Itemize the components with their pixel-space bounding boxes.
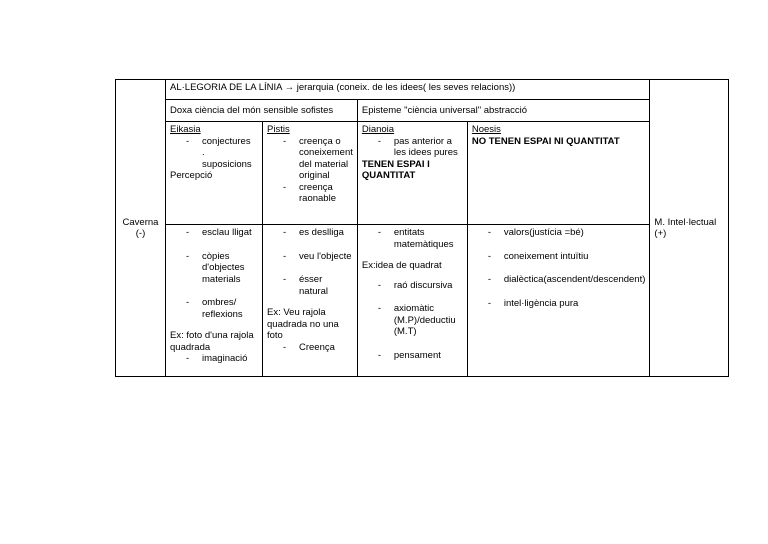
noesis-note: NO TENEN ESPAI NI QUANTITAT xyxy=(471,135,620,147)
list-item: - Creença xyxy=(267,342,353,354)
list-item: - entitats matemàtiques xyxy=(362,227,463,250)
list-item: - creença raonable xyxy=(267,182,353,205)
noesis-title: Noesis xyxy=(471,124,501,135)
pistis-cell xyxy=(263,122,358,225)
list-item: - valors(justícia =bé) xyxy=(472,227,646,239)
dianoia-examples-first xyxy=(362,227,463,250)
dianoia-title: Dianoia xyxy=(361,124,395,135)
list-item: - ombres/ reflexions xyxy=(170,297,258,320)
pistis-title: Pistis xyxy=(267,124,290,135)
episteme-header: Episteme "ciència universal" abstracció xyxy=(357,100,650,122)
pistis-last xyxy=(267,342,353,354)
eikasia-examples-cell xyxy=(166,225,263,377)
list-item: - intel·ligència pura xyxy=(472,298,646,310)
list-item: - pensament xyxy=(362,350,463,362)
pistis-examples-cell xyxy=(263,225,358,377)
pistis-list xyxy=(267,136,353,205)
dianoia-example-text: Ex:idea de quadrat xyxy=(361,260,442,271)
intellectual-sign: (+) xyxy=(654,228,667,239)
dianoia-list xyxy=(362,136,463,159)
list-item: - dialèctica(ascendent/descendent) xyxy=(472,274,646,286)
list-item: - ésser natural xyxy=(267,274,353,297)
table-title: AL·LEGORIA DE LA LÍNIA → jerarquia (coneix. de les idees( les seves relacions)) xyxy=(166,80,650,100)
eikasia-last xyxy=(170,353,258,365)
list-item: - creença o coneixement del material original xyxy=(267,136,353,182)
noesis-examples-cell xyxy=(467,225,650,377)
caverna-cell xyxy=(116,80,166,377)
list-item: - esclau lligat xyxy=(170,227,258,239)
dianoia-examples-cell xyxy=(357,225,467,377)
list-item: - raó discursiva xyxy=(362,280,463,292)
caverna-label: Caverna xyxy=(122,216,159,228)
pistis-example-text: Ex: Veu rajola quadrada no una foto xyxy=(267,307,339,341)
list-item: - es deslliga xyxy=(267,227,353,239)
list-item: - còpies d'objectes materials xyxy=(170,251,258,286)
eikasia-examples xyxy=(170,227,258,320)
eikasia-note: Percepció xyxy=(170,170,213,181)
eikasia-list xyxy=(170,136,258,171)
caverna-sign: (-) xyxy=(135,228,146,239)
list-item: - coneixement intuïtiu xyxy=(472,251,646,263)
list-item: - pas anterior a les idees pures xyxy=(362,136,463,159)
dianoia-note: TENEN ESPAI I QUANTITAT xyxy=(361,158,430,181)
dianoia-cell xyxy=(357,122,467,225)
doxa-header: Doxa ciència del món sensible sofistes xyxy=(166,100,358,122)
list-item: - imaginació xyxy=(170,353,258,365)
dianoia-examples-second xyxy=(362,280,463,362)
list-item: - conjectures . suposicions xyxy=(170,136,258,171)
noesis-examples xyxy=(472,227,646,309)
eikasia-title: Eikasia xyxy=(170,124,201,135)
pistis-examples xyxy=(267,227,353,297)
eikasia-cell xyxy=(166,122,263,225)
intellectual-label: M. Intel·lectual xyxy=(654,216,717,228)
eikasia-example-text: Ex: foto d'una rajola quadrada xyxy=(170,330,254,353)
list-item: - veu l'objecte xyxy=(267,251,353,263)
noesis-cell xyxy=(467,122,650,225)
intellectual-cell xyxy=(650,80,729,377)
list-item: - axiomàtic (M.P)/deductiu (M.T) xyxy=(362,303,463,338)
line-allegory-table xyxy=(115,79,729,377)
